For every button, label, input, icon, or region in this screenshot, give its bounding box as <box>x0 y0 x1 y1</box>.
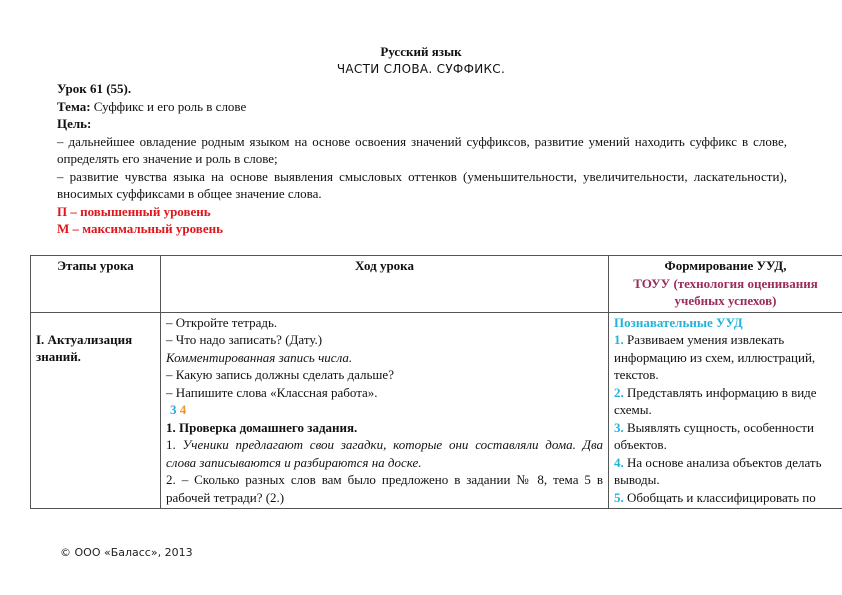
stage-cell: I. Актуализация знаний. <box>31 312 161 509</box>
table-header-row <box>31 256 842 313</box>
header-uud <box>609 256 842 313</box>
level-maximum: М – максимальный уровень <box>57 221 223 236</box>
homework-item-2: 2. – Сколько разных слов вам было предложено в задании № 8, тема 5 в рабочей тетради? (2.) <box>166 472 603 505</box>
uud-item-text: Выявлять сущность, особенности объектов. <box>614 419 814 452</box>
course-line: – Что надо записать? (Дату.) <box>166 332 323 347</box>
uud-item-number: 1. <box>614 332 624 347</box>
uud-item-text: Обобщать и классифицировать по <box>623 489 816 505</box>
lesson-title: ЧАСТИ СЛОВА. СУФФИКС. <box>336 62 506 76</box>
uud-item-number: 4. <box>614 454 624 470</box>
goal-item: – дальнейшее овладение родным языком на основе освоения значений суффиксов, развитие умений находить суффикс в слове, определять его значение и роль в слове; <box>57 133 787 166</box>
uud-item <box>614 419 837 454</box>
item-number: 1. <box>166 437 183 452</box>
uud-title: Познавательные УУД <box>614 314 743 330</box>
course-line: – Напишите слова «Классная работа». <box>166 384 378 400</box>
lesson-topic <box>57 98 787 116</box>
badge-level-3: 3 <box>170 402 177 417</box>
item-text: Ученики предлагают свои загадки, которые они составляли дома. Два слова записываются и разбираются на доске. <box>166 437 603 470</box>
table-row <box>31 312 842 509</box>
uud-item <box>614 489 837 507</box>
subject-heading: Русский язык <box>380 44 462 59</box>
lesson-number: Урок 61 (55). <box>57 81 132 96</box>
lesson-table <box>30 255 842 509</box>
topic-value: Суффикс и его роль в слове <box>90 98 247 114</box>
uud-item-number: 5. <box>614 489 624 505</box>
goal-label: Цель: <box>57 116 92 131</box>
uud-item-number: 3. <box>614 419 624 435</box>
copyright-footer: © ООО «Баласс», 2013 <box>60 546 193 559</box>
level-advanced: П – повышенный уровень <box>57 203 211 219</box>
badge-level-4: 4 <box>179 402 187 417</box>
uud-item <box>614 454 837 489</box>
topic-label: Тема: <box>57 98 91 114</box>
uud-item-number: 2. <box>614 384 624 400</box>
uud-item <box>614 331 837 384</box>
header-touu: ТОУУ (технология оценивания учебных успехов) <box>633 275 818 308</box>
course-line: – Откройте тетрадь. <box>166 314 278 330</box>
course-cell <box>161 312 609 509</box>
goal-item: – развитие чувства языка на основе выявления смысловых оттенков (уменьшительности, увеличительности, ласкательности), вносимых суффиксами в общее значение слова. <box>57 168 787 201</box>
uud-item <box>614 384 837 419</box>
homework-title: 1. Проверка домашнего задания. <box>166 419 358 435</box>
level-badges <box>166 401 603 419</box>
uud-item-text: Представлять информацию в виде схемы. <box>614 384 817 417</box>
uud-item-text: На основе анализа объектов делать выводы. <box>614 454 822 487</box>
lesson-meta <box>57 80 787 238</box>
uud-item-text: Развиваем умения извлекать информацию из схем, иллюстраций, текстов. <box>614 332 816 382</box>
course-line: – Какую запись должны сделать дальше? <box>166 367 394 382</box>
header-stages: Этапы урока <box>31 256 161 313</box>
uud-cell <box>609 312 842 509</box>
course-line: Комментированная запись числа. <box>166 349 353 365</box>
header-course: Ход урока <box>161 256 609 313</box>
header-uud-title: Формирование УУД, <box>664 258 787 273</box>
homework-item-1 <box>166 436 603 471</box>
